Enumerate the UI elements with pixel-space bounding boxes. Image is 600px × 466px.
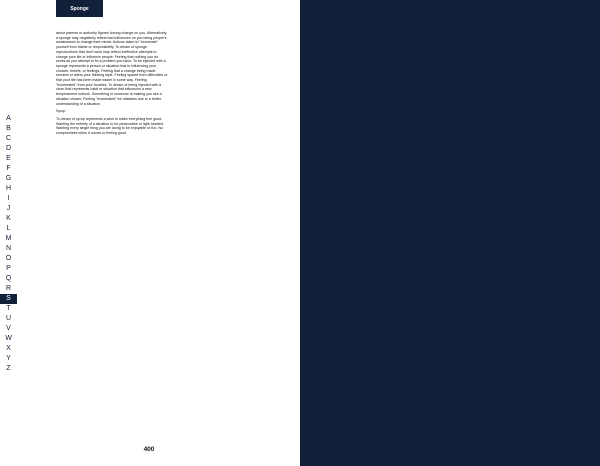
index-letter-i[interactable]: I (7, 195, 10, 202)
index-letter-h[interactable]: H (5, 185, 12, 192)
index-letter-y[interactable]: Y (6, 355, 11, 362)
index-letter-b[interactable]: B (6, 125, 11, 132)
index-letter-u[interactable]: U (5, 315, 12, 322)
index-letter-k[interactable]: K (6, 215, 11, 222)
index-letter-c[interactable]: C (5, 135, 12, 142)
index-letter-z[interactable]: Z (6, 365, 11, 372)
index-letter-q[interactable]: Q (5, 275, 12, 282)
index-letter-l[interactable]: L (6, 225, 11, 232)
index-letter-v[interactable]: V (6, 325, 11, 332)
index-letter-r[interactable]: R (5, 285, 12, 292)
index-letter-o[interactable]: O (5, 255, 12, 262)
index-letter-d[interactable]: D (5, 145, 12, 152)
alphabet-index (0, 114, 17, 374)
index-letter-p[interactable]: P (6, 265, 11, 272)
index-letter-j[interactable]: J (6, 205, 11, 212)
entry-title: Syrup (56, 109, 66, 114)
index-letter-e[interactable]: E (6, 155, 11, 162)
index-letter-a[interactable]: A (6, 115, 11, 122)
body-text (56, 31, 168, 139)
index-letter-t[interactable]: T (6, 305, 11, 312)
index-letter-x[interactable]: X (6, 345, 11, 352)
index-letter-w[interactable]: W (5, 335, 12, 342)
index-letter-f[interactable]: F (6, 165, 11, 172)
index-letter-n[interactable]: N (5, 245, 12, 252)
header-tab: Sponge (56, 0, 103, 17)
dark-panel (300, 0, 600, 466)
index-letter-g[interactable]: G (5, 175, 12, 182)
page-number: 400 (143, 446, 155, 453)
paragraph: about parents or authority figures forcing change on you. Alternatively, a sponge may negatively reflect bad influences on you being people's weaknesses to change their minds. Actions taken to "exonerate" yourself from blame or responsibility. To dream of sponge reproductions that don't work may reflect ineffective attempts to change your life or influence people. Feeling that nothing you do works as you attempt to fix a problem you have. To be injected with a sponge represents a person or situation that is influencing your choices, beliefs, or feelings. Feeling that a change being made remains or alters your thinking style. Feeling spared from difficulties or that your life has been made easier in some way. Feeling "exonerated" from your troubles. To dream of being injected with a clear fluid represents habit or situation that influences a new temperament outlook. Something or someone is making you see a situation clearer. Feeling "exonerated" for mistakes due to a better understanding of a situation. (56, 31, 168, 106)
entry-text: To dream of syrup represents a wish to make everything feel good. Wanting the entirety of a situation to be pleasurable or light-hearted. Wanting every single thing you are doing to be enjoyable or fun. No compromises when it comes to feeling good. (56, 116, 164, 136)
index-letter-s[interactable]: S (0, 294, 17, 304)
index-letter-m[interactable]: M (5, 235, 12, 242)
